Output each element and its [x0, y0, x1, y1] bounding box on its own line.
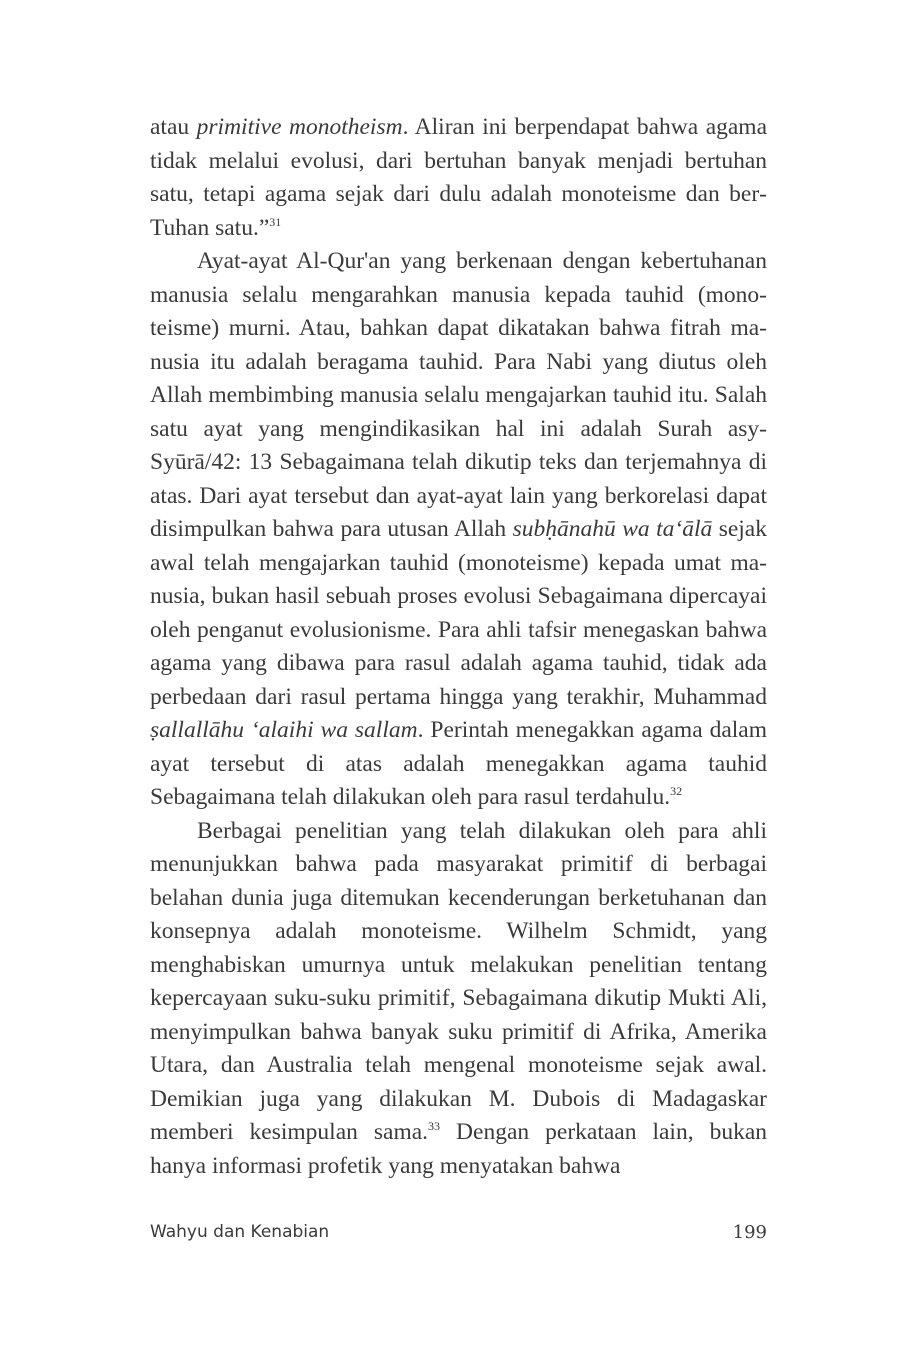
italic-term: ṣallallāhu ‘alaihi wa sallam [150, 717, 418, 743]
text-run: Berbagai penelitian yang telah dilakukan oleh para ahli menunjukkan bahwa pada masyarakat primitif di berbagai belahan dunia juga ditemukan kecenderungan berketuhanan dan konsepnya adalah monoteisme. Wilhelm Schmidt, yang menghabiskan umurnya untuk melakukan penelitian tentang kepercayaan suku-suku primitif, Sebagaimana dikutip Mukti Ali, menyimpulkan bahwa banyak suku primitif di Afrika, Amerika Utara, dan Australia telah mengenal monoteisme sejak awal. Demikian juga yang dilakukan M. Dubois di Madagaskar memberi kesimpulan sama. [150, 817, 767, 1145]
paragraph-3 [150, 815, 767, 1184]
running-footer-title: Wahyu dan Kenabian [150, 1222, 330, 1242]
footnote-marker: 32 [670, 784, 683, 798]
text-run: Ayat-ayat Al-Qur'an yang berkenaan dengan kebertuhanan manusia selalu mengarahkan manusia kepada tauhid (monoteisme) murni. Atau, bahkan dapat dikatakan bahwa fitrah manusia itu adalah beragama tauhid. Para Nabi yang diutus oleh Allah membimbing manusia selalu mengajarkan tauhid itu. Salah satu ayat yang mengindikasikan hal ini adalah Surah asy-Syūrā/42: 13 Sebagaimana telah dikutip teks dan terjemahnya di atas. Dari ayat tersebut dan ayat-ayat lain yang berkorelasi dapat disimpulkan bahwa para utusan Allah [150, 248, 767, 542]
text-run: Dengan perkataan lain, bukan hanya informasi profetik yang menyatakan bahwa [150, 1119, 768, 1179]
italic-term: subḥānahū wa ta‘ālā [512, 516, 713, 542]
text-run: . Aliran ini berpendapat bahwa agama tidak melalui evolusi, dari bertuhan banyak menjadi bertuhan satu, tetapi agama sejak dari dulu adalah monoteisme dan berTuhan satu.” [150, 114, 768, 241]
paragraph-1 [150, 111, 767, 245]
footnote-marker: 31 [269, 214, 282, 229]
page-footer [150, 1222, 767, 1246]
italic-term: primitive monotheism [196, 114, 403, 140]
text-run: atau [150, 114, 197, 140]
body-text [150, 111, 767, 1183]
paragraph-2 [150, 245, 767, 815]
text-run: . Perintah menegakkan agama dalam ayat tersebut di atas adalah menegakkan agama tauhid Sebagaimana telah dilakukan oleh para rasul terdahulu. [150, 717, 767, 810]
footnote-marker: 33 [428, 1119, 441, 1133]
page-number: 199 [732, 1222, 767, 1243]
text-run: sejak awal telah mengajarkan tauhid (monoteisme) kepada umat manusia, bukan hasil sebuah proses evolusi Sebagaimana dipercayai oleh penganut evolusionisme. Para ahli tafsir menegaskan bahwa agama yang dibawa para rasul adalah agama tauhid, tidak ada perbedaan dari rasul pertama hingga yang terakhir, Muhammad [150, 516, 767, 710]
